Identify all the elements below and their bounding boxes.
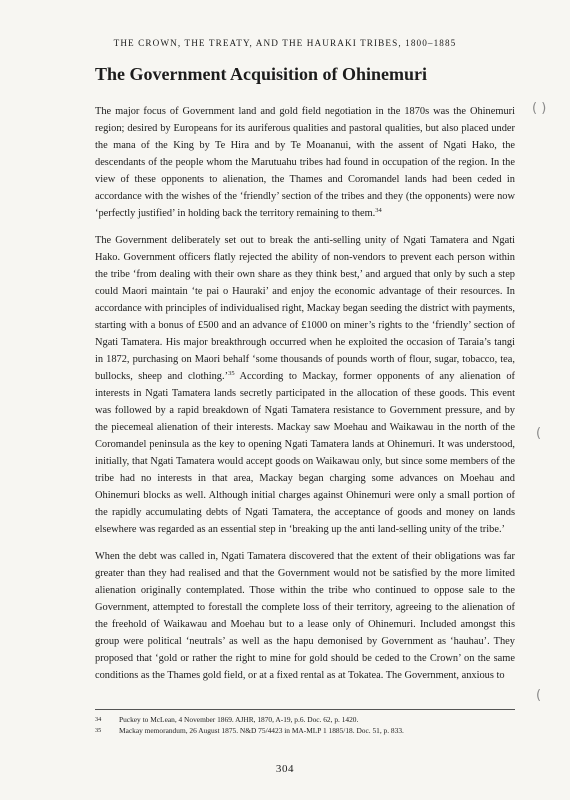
paragraph-2-text-cont: According to Mackay, former opponents of any alienation of interests in Ngati Tamatera lands secretly participated in the allocation of these goods. This event was followed by a rapid breakdown of Ngati Tamatera resistance to Government pressure, and by the piecemeal alienation of their interests. Mackay saw Moehau and Waikawau in the north of the Coromandel peninsula as the key to opening Ngati Tamatera lands at Ohinemuri. It was understood, initially, that Ngati Tamatera would accept goods on Waikawau only, but since some members of the tribe had no interests in that area, Mackay began charging some advances on Moehau and Ohinemuri blocks as well. Although initial charges against Ohinemuri were only a small portion of the rapidly accumulating debts of Ngati Tamatera, the acceptance of goods and money on lands elsewhere was regarded as an essential step in ‘breaking up the anti land-selling unity of the tribe.’ (95, 371, 515, 535)
paragraph-1 (95, 103, 515, 222)
paragraph-1-text: The major focus of Government land and gold field negotiation in the 1870s was the Ohinemuri region; desired by Europeans for its auriferous qualities and pastoral qualities, but also placed under the mana of the King by Te Hira and by Te Moananui, with the assent of Ngati Hako, the descendants of the people whom the Marutuahu tribes had found in occupation of the region. In the view of these opponents to alienation, the Thames and Coromandel lands had been ceded in accordance with the wishes of the ‘friendly’ section of the tribes and they (the opponents) were now ‘perfectly justified’ in holding back the territory remaining to them. (95, 106, 515, 219)
margin-bracket-mark: ( (536, 688, 542, 703)
body-text (95, 103, 515, 694)
footnote-number: 35 (95, 727, 102, 734)
page-number: 304 (275, 763, 295, 775)
margin-bracket-mark: ( (536, 426, 542, 441)
footnote (95, 725, 515, 736)
footnote-ref-34[interactable]: 34 (375, 207, 382, 214)
margin-bracket-mark: ( ) (532, 101, 547, 116)
running-head: THE CROWN, THE TREATY, AND THE HAURAKI TRIBES, 1800–1885 (113, 38, 457, 48)
footnote-number: 34 (95, 716, 102, 723)
footnote-text: Puckey to McLean, 4 November 1869. AJHR, 1870, A-19, p.6. Doc. 62, p. 1420. (119, 715, 359, 724)
section-title: The Government Acquisition of Ohinemuri (95, 64, 428, 84)
footnote-ref-35[interactable]: 35 (228, 370, 235, 377)
footnote (95, 714, 515, 725)
paragraph-3 (95, 548, 515, 684)
footnotes (95, 709, 515, 736)
footnote-text: Mackay memorandum, 26 August 1875. N&D 75/4423 in MA-MLP 1 1885/18. Doc. 51, p. 833. (119, 726, 404, 735)
paragraph-2-text: The Government deliberately set out to break the anti-selling unity of Ngati Tamatera and Ngati Hako. Government officers flatly rejected the ability of non-vendors to prevent each person within the tribe ‘from dealing with their own share as they think best,’ and argued that only by such a step could Maori maintain ‘te pai o Hauraki’ and enjoy the economic advantage of their resources. In accordance with principles of individualised right, Mackay began seeding the district with payments, starting with a bonus of £500 and an advance of £1000 on miner’s rights to the ‘friendly’ section of Ngati Tamatera. His major breakthrough occurred when he exploited the occasion of Taraia’s tangi in 1872, purchasing on Maori behalf ‘some thousands of pounds worth of flour, sugar, tobacco, tea, bullocks, sheep and clothing.’ (95, 235, 515, 382)
paragraph-2 (95, 232, 515, 538)
paragraph-3-text: When the debt was called in, Ngati Tamatera discovered that the extent of their obligations was far greater than they had realised and that the Government would not be satisfied by the more limited alienation originally contemplated. Those within the tribe who continued to oppose sale to the Government, attempted to forestall the complete loss of their territory, agreeing to the alienation of the freehold of Waikawau and Moehau but to a lease only of Ohinemuri. Included amongst this group were political ‘neutrals’ as well as the hapu demonised by Government as ‘hauhau’. They proposed that ‘gold or rather the right to mine for gold should be ceded to the Crown’ on the same conditions as the Thames gold field, or at a fixed rental as at Tokatea. The Government, anxious to (95, 551, 515, 681)
